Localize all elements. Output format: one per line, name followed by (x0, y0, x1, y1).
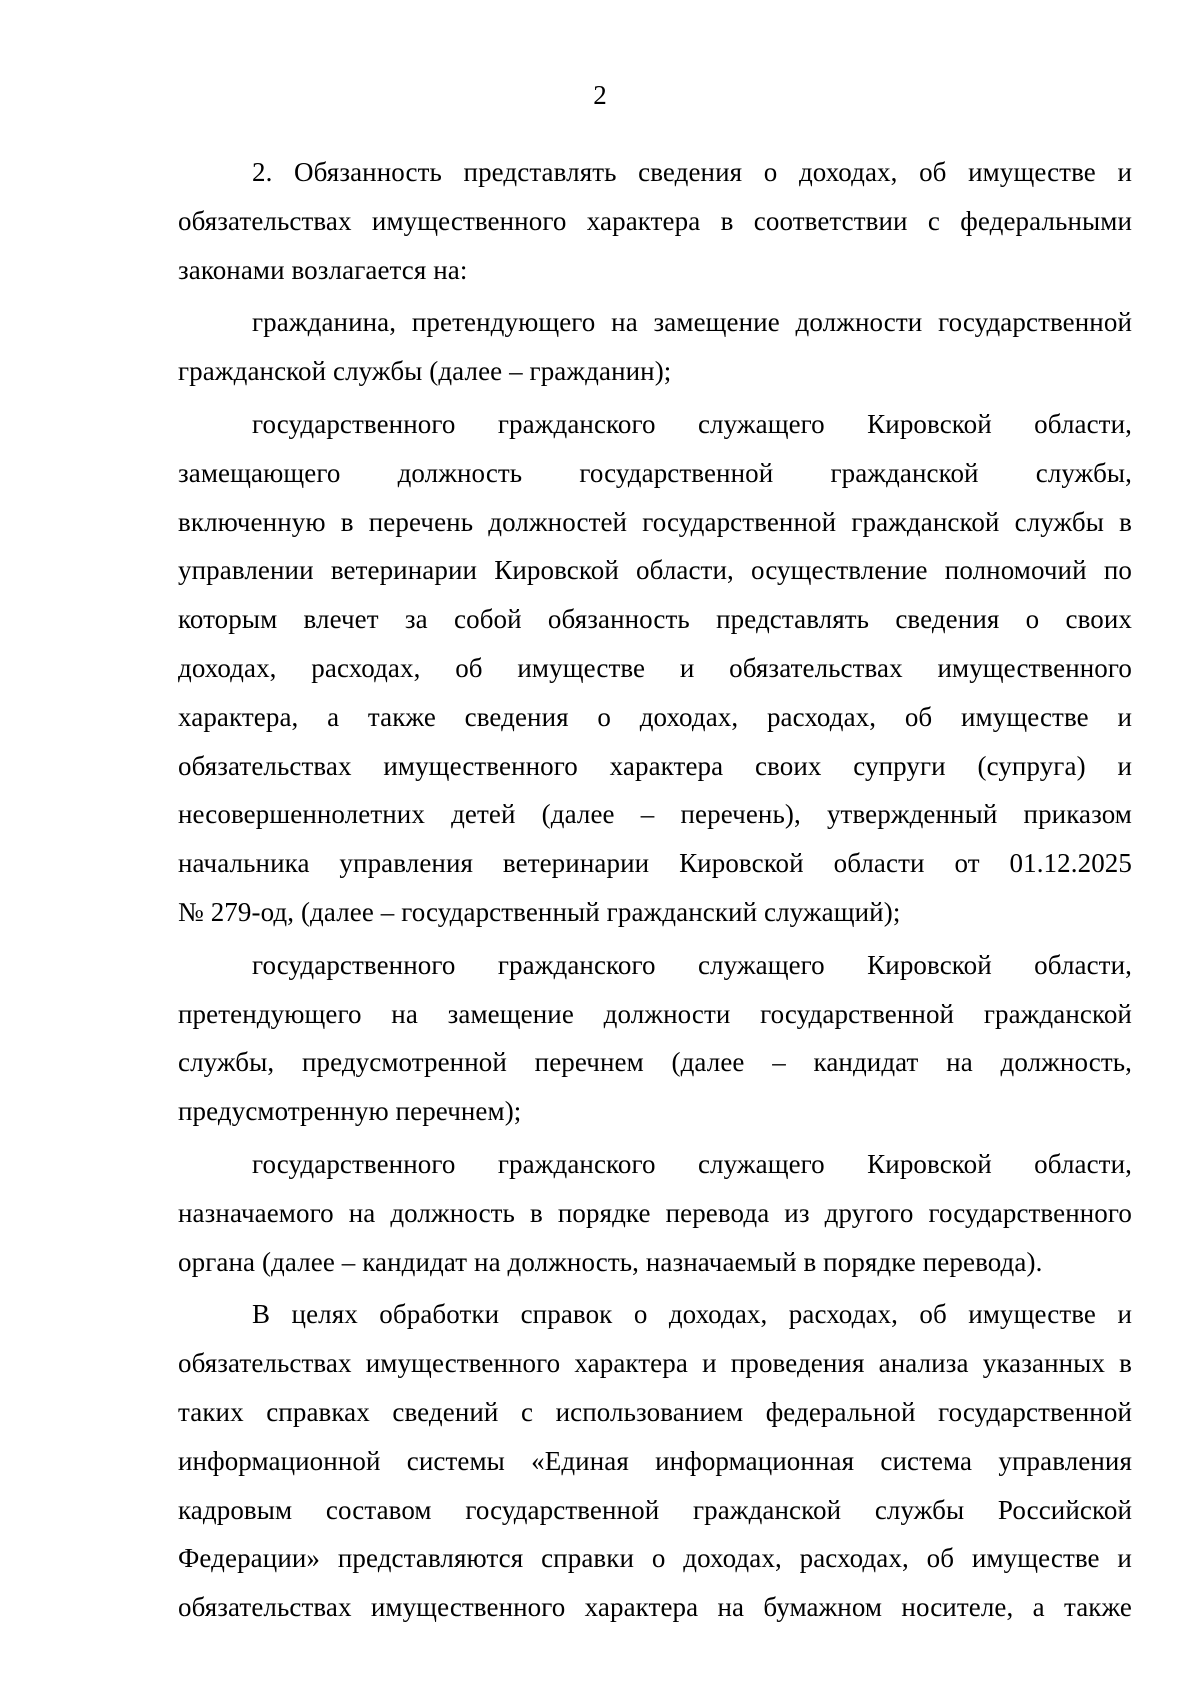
paragraph-processing (178, 1290, 1132, 1632)
text-line: государственного гражданского служащего Кировской области, (252, 408, 1132, 439)
document-body (178, 148, 1132, 1633)
text-line: управлении ветеринарии Кировской области, осуществление полномочий по (178, 555, 1132, 586)
text-line: № 279-од, (далее – государственный гражданский служащий); (178, 896, 901, 927)
text-line: которым влечет за собой обязанность представлять сведения о своих (178, 604, 1132, 635)
text-line: гражданина, претендующего на замещение должности государственной (252, 307, 1132, 338)
text-line: 2. Обязанность представлять сведения о доходах, об имуществе и (252, 157, 1132, 187)
text-line: обязательствах имущественного характера и проведения анализа указанных в (178, 1348, 1132, 1379)
page-number: 2 (593, 80, 607, 110)
text-line: доходах, расходах, об имуществе и обязательствах имущественного (178, 652, 1132, 683)
paragraph-transfer-candidate (178, 1140, 1132, 1286)
text-line: В целях обработки справок о доходах, расходах, об имуществе и (252, 1299, 1132, 1330)
text-line: кадровым составом государственной гражданской службы Российской (178, 1494, 1132, 1525)
text-line: включенную в перечень должностей государственной гражданской службы в (178, 506, 1132, 537)
paragraph-citizen (178, 298, 1132, 396)
text-line: характера, а также сведения о доходах, расходах, об имуществе и (178, 701, 1132, 732)
text-line: назначаемого на должность в порядке перевода из другого государственного (178, 1197, 1132, 1228)
text-line: государственного гражданского служащего Кировской области, (252, 1148, 1132, 1179)
text-line: начальника управления ветеринарии Кировской области от 01.12.2025 (178, 848, 1132, 879)
paragraph-candidate (178, 941, 1132, 1136)
text-line: службы, предусмотренной перечнем (далее – кандидат на должность, (178, 1047, 1132, 1078)
text-line: предусмотренную перечнем); (178, 1096, 522, 1127)
text-line: органа (далее – кандидат на должность, назначаемый в порядке перевода). (178, 1246, 1043, 1277)
text-line: претендующего на замещение должности государственной гражданской (178, 998, 1132, 1029)
text-line: обязательствах имущественного характера в соответствии с федеральными (178, 205, 1132, 236)
text-line: обязательствах имущественного характера на бумажном носителе, а также (178, 1592, 1132, 1623)
text-line: таких справках сведений с использованием федеральной государственной (178, 1396, 1132, 1427)
text-line: государственного гражданского служащего Кировской области, (252, 949, 1132, 980)
text-line: обязательствах имущественного характера своих супруги (супруга) и (178, 750, 1132, 781)
text-line: информационной системы «Единая информационная система управления (178, 1445, 1132, 1476)
text-line: замещающего должность государственной гражданской службы, (178, 457, 1132, 488)
text-line: Федерации» представляются справки о доходах, расходах, об имуществе и (178, 1543, 1132, 1574)
paragraph-civil-servant (178, 400, 1132, 937)
text-line: гражданской службы (далее – гражданин); (178, 356, 672, 387)
paragraph-duty-clause (178, 148, 1132, 294)
text-line: несовершеннолетних детей (далее – перечень), утвержденный приказом (178, 799, 1132, 830)
text-line: законами возлагается на: (178, 254, 468, 285)
